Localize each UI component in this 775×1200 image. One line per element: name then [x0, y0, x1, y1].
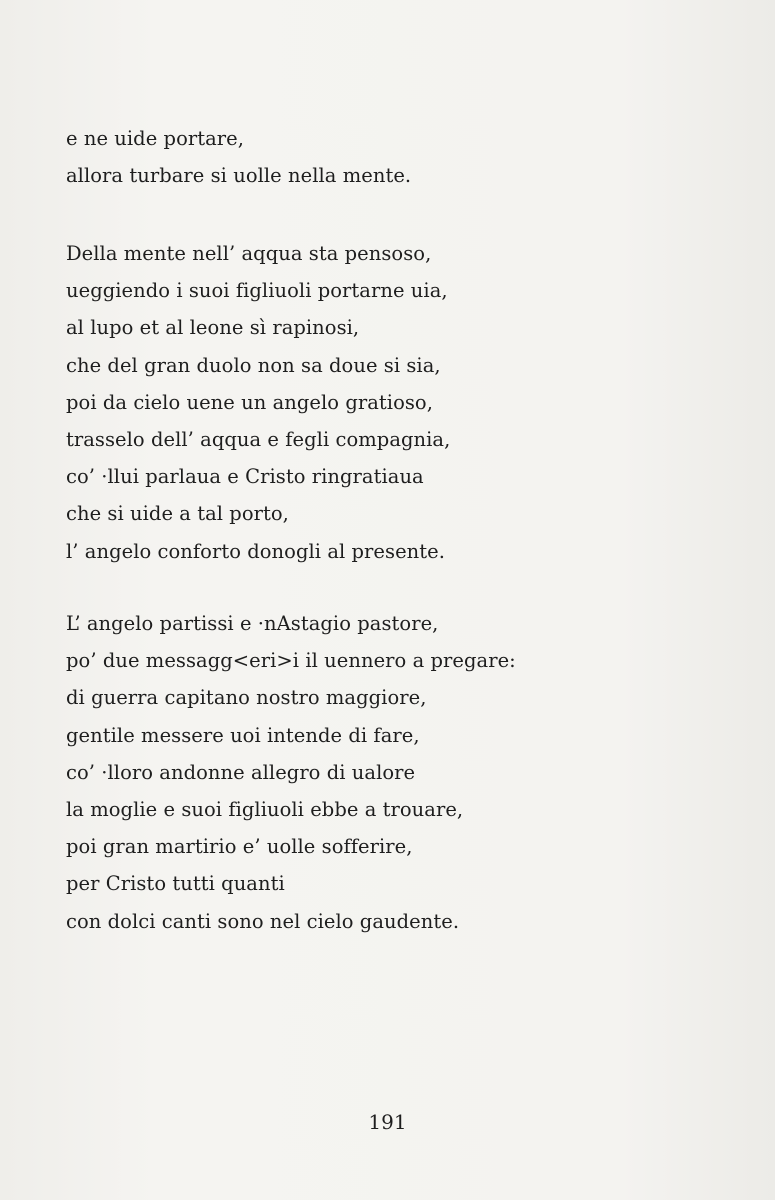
verse-line: e ne uide portare, — [66, 127, 245, 150]
verse-line: che del gran duolo non sa doue si sia, — [66, 353, 441, 377]
verse-line: L’ angelo partissi e ·nAstagio pastore, — [66, 612, 439, 635]
verse-line: co’ ·lloro andonne allegro di ualore — [66, 760, 416, 784]
verse-line: gentile messere uoi intende di fare, — [66, 723, 420, 747]
page-number: 191 — [368, 1110, 407, 1134]
verse-line: po’ due messagg<eri>i il uennero a pregare: — [66, 649, 516, 673]
verse-line: trasselo dell’ aqqua e fegli compagnia, — [66, 427, 451, 451]
stanza-2 — [66, 235, 450, 570]
verse-line: l’ angelo conforto donogli al presente. — [66, 539, 446, 563]
verse-line: allora turbare si uolle nella mente. — [66, 164, 412, 188]
verse-line: che si uide a tal porto, — [66, 502, 289, 526]
verse-line: di guerra capitano nostro maggiore, — [66, 686, 427, 710]
verse-line: Della mente nell’ aqqua sta pensoso, — [66, 242, 432, 265]
stanza-1 — [66, 120, 411, 194]
verse-line: per Cristo tutti quanti — [66, 872, 285, 896]
verse-line: co’ ·llui parlaua e Cristo ringratiaua — [66, 465, 424, 489]
verse-line: con dolci canti sono nel cielo gaudente. — [66, 909, 460, 933]
verse-line: ueggiendo i suoi figliuoli portarne uia, — [66, 279, 448, 303]
verse-line: poi da cielo uene un angelo gratioso, — [66, 390, 433, 414]
stanza-3 — [66, 605, 516, 940]
verse-line: poi gran martirio e’ uolle sofferire, — [66, 835, 413, 859]
verse-line: la moglie e suoi figliuoli ebbe a trouare, — [66, 797, 464, 821]
verse-line: al lupo et al leone sì rapinosi, — [66, 316, 360, 340]
